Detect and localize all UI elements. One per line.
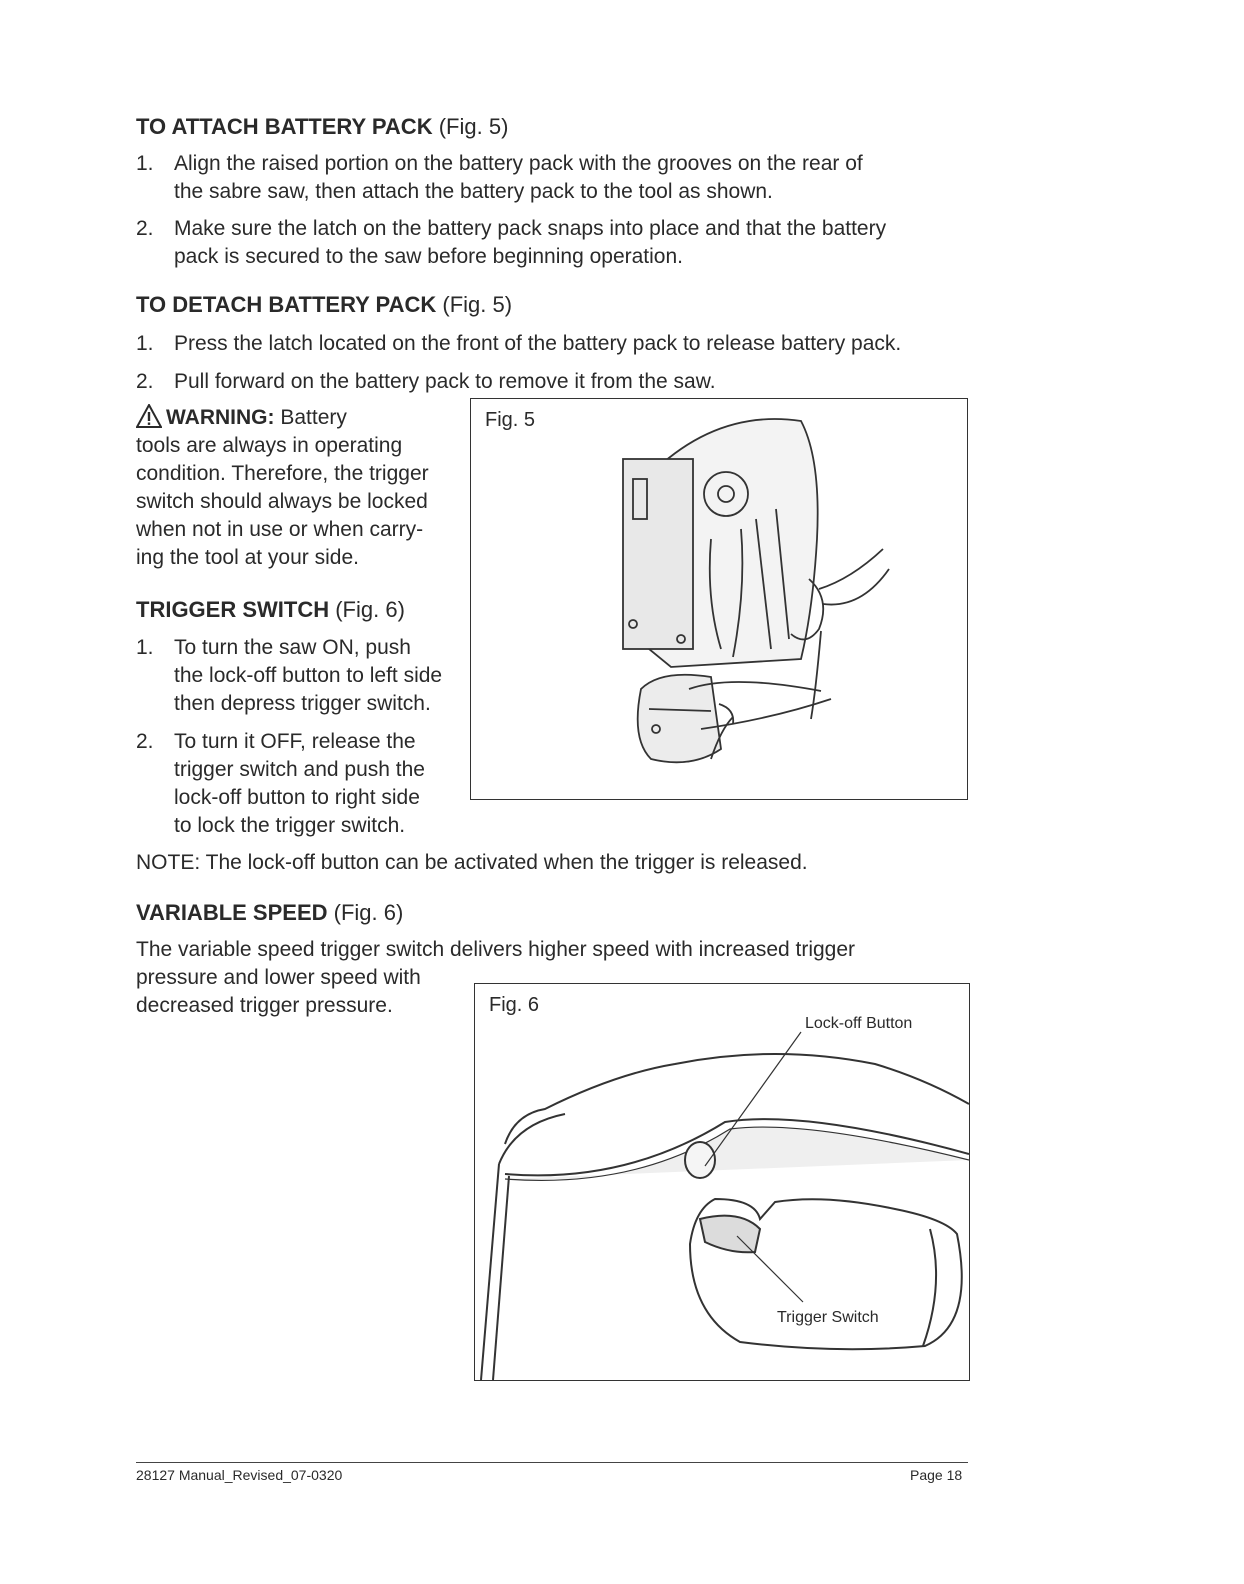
figure-6 [474,983,970,1381]
trigger-switch-illustration [475,984,969,1380]
variable-speed-heading: VARIABLE SPEED (Fig. 6) [136,900,404,925]
trigger-switch-label: Trigger Switch [777,1309,879,1326]
trigger-step-2: 2. To turn it OFF, release the trigger switch and push the lock-off button to right side to lock the trigger switch. [136,730,425,837]
warning-block: WARNING: Battery tools are always in operating condition. Therefore, the trigger switch should always be locked when not in use or when carry- ing the tool at your side. [136,406,429,569]
battery-pack-illustration [471,399,967,799]
detach-heading: TO DETACH BATTERY PACK (Fig. 5) [136,292,513,317]
attach-step-2: 2. Make sure the latch on the battery pack snaps into place and that the battery pack is secured to the saw before beginning operation. [136,217,887,268]
detach-step-1: 1. Press the latch located on the front of the battery pack to release battery pack. [136,332,902,355]
footer-page-number: Page 18 [910,1467,963,1483]
footer-doc-id: 28127 Manual_Revised_07-0320 [136,1467,343,1483]
note-text: NOTE: The lock-off button can be activated when the trigger is released. [136,851,808,874]
figure-5-label: Fig. 5 [485,409,536,431]
figure-6-label: Fig. 6 [489,994,540,1016]
lock-off-button-label: Lock-off Button [805,1015,913,1032]
attach-heading: TO ATTACH BATTERY PACK (Fig. 5) [136,114,509,139]
figure-5 [470,398,968,800]
variable-speed-line-2: pressure and lower speed with [136,966,421,989]
detach-step-2: 2. Pull forward on the battery pack to remove it from the saw. [136,370,716,393]
footer-rule [136,1462,968,1463]
trigger-step-1: 1. To turn the saw ON, push the lock-off button to left side then depress trigger switch. [136,636,443,715]
warning-triangle-icon [136,404,162,428]
variable-speed-line-3: decreased trigger pressure. [136,994,393,1017]
variable-speed-line-1: The variable speed trigger switch delivers higher speed with increased trigger [136,938,856,961]
trigger-heading: TRIGGER SWITCH (Fig. 6) [136,597,405,622]
attach-step-1: 1. Align the raised portion on the battery pack with the grooves on the rear of the sabre saw, then attach the battery pack to the tool as shown. [136,152,863,203]
warning-label: WARNING: [166,406,275,429]
